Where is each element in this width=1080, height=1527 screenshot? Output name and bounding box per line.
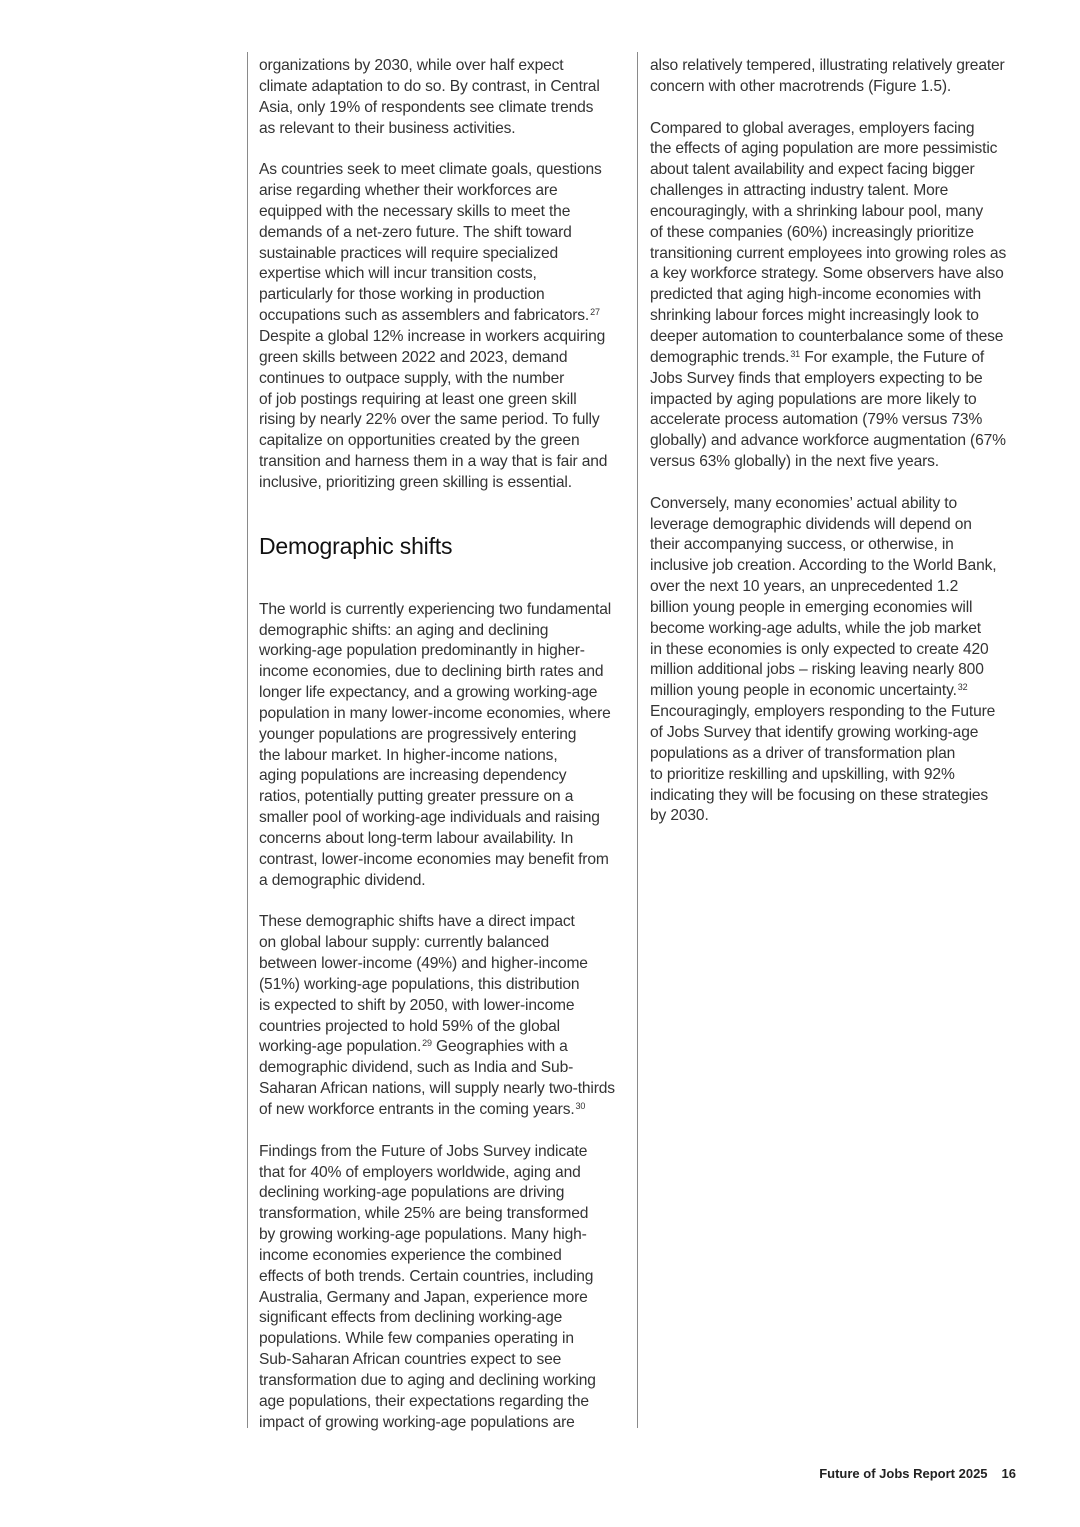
- paragraph-demographic-dividends: [650, 494, 1020, 828]
- text-line: deeper automation to counterbalance some of these: [650, 327, 1004, 345]
- text-line: Jobs Survey finds that employers expecting to be: [650, 369, 983, 387]
- text-line: predicted that aging high-income economies with: [650, 286, 982, 304]
- text-line: [259, 1100, 631, 1121]
- text-line: organizations by 2030, while over half expect: [259, 57, 564, 74]
- text-line: expertise which will incur transition costs,: [259, 265, 537, 283]
- text-line: Compared to global averages, employers facing: [650, 119, 975, 137]
- text-line: effects of both trends. Certain countries, including: [259, 1267, 594, 1285]
- text-line: become working-age adults, while the job market: [650, 619, 981, 637]
- paragraph-two-shifts: [259, 600, 631, 892]
- text-line: concerns about long-term labour availability. In: [259, 830, 574, 847]
- text-line: impact of growing working-age populations are: [259, 1413, 575, 1431]
- text-line: particularly for those working in production: [259, 286, 545, 304]
- footnote-ref-30[interactable]: 30: [575, 1100, 586, 1111]
- text-line: versus 63% globally) in the next five years.: [650, 453, 939, 471]
- text-line: [650, 681, 1020, 702]
- text-line: The world is currently experiencing two fundamental: [259, 600, 612, 618]
- text-line: These demographic shifts have a direct impact: [259, 913, 575, 931]
- text-fragment: demographic trends.: [650, 348, 790, 366]
- text-line: As countries seek to meet climate goals, questions: [259, 161, 602, 179]
- footnote-ref-27[interactable]: 27: [590, 307, 600, 318]
- text-line: challenges in attracting industry talent. More: [650, 182, 949, 200]
- text-line: countries projected to hold 59% of the global: [259, 1017, 560, 1035]
- text-line: demands of a net-zero future. The shift toward: [259, 223, 572, 241]
- paragraph-labour-supply: [259, 912, 631, 1120]
- text-fragment: million young people in economic uncertainty.: [650, 682, 957, 700]
- text-fragment: occupations such as assemblers and fabricators.: [259, 307, 590, 325]
- text-line: that for 40% of employers worldwide, aging and: [259, 1163, 581, 1181]
- text-line: on global labour supply: currently balanced: [259, 934, 550, 952]
- text-line: also relatively tempered, illustrating relatively greater: [650, 57, 1005, 74]
- text-line: over the next 10 years, an unprecedented 1.2: [650, 578, 959, 596]
- text-line: of job postings requiring at least one green skill: [259, 390, 577, 408]
- text-line: by growing working-age populations. Many high-: [259, 1226, 587, 1244]
- text-line: transformation, while 25% are being transformed: [259, 1205, 589, 1223]
- text-line: shrinking labour forces might increasingly look to: [650, 307, 979, 325]
- text-fragment: For example, the Future of: [800, 348, 985, 366]
- paragraph-survey-findings: [259, 1142, 631, 1434]
- text-line: Despite a global 12% increase in workers acquiring: [259, 327, 606, 345]
- page-number: 16: [1001, 1466, 1016, 1481]
- text-line: Sub-Saharan African countries expect to see: [259, 1351, 562, 1369]
- text-line: a key workforce strategy. Some observers have also: [650, 265, 1004, 283]
- paragraph-tempered-expectations: [650, 56, 1020, 98]
- text-line: [650, 348, 1020, 369]
- text-line: climate adaptation to do so. By contrast, in Central: [259, 77, 600, 95]
- page-footer: [819, 1465, 1016, 1483]
- text-line: longer life expectancy, and a growing working-age: [259, 684, 598, 702]
- text-line: arise regarding whether their workforces are: [259, 182, 558, 200]
- text-line: [259, 306, 631, 327]
- text-line: [259, 1037, 631, 1058]
- text-line: Asia, only 19% of respondents see climate trends: [259, 98, 594, 116]
- text-line: (51%) working-age populations, this distribution: [259, 975, 580, 993]
- text-line: populations as a driver of transformation plan: [650, 744, 956, 762]
- right-text-column: [650, 56, 1020, 848]
- text-line: population in many lower-income economies, where: [259, 704, 611, 722]
- text-line: transition and harness them in a way that is fair and: [259, 453, 608, 471]
- text-line: the effects of aging population are more pessimistic: [650, 140, 998, 158]
- text-line: demographic shifts: an aging and declining: [259, 621, 549, 639]
- middle-column-rule: [637, 52, 638, 1428]
- text-line: transformation due to aging and declining working: [259, 1371, 596, 1389]
- text-line: indicating they will be focusing on these strategies: [650, 786, 989, 804]
- text-line: Conversely, many economies’ actual ability to: [650, 494, 957, 512]
- text-line: aging populations are increasing dependency: [259, 767, 567, 785]
- text-line: concern with other macrotrends (Figure 1.5).: [650, 77, 952, 95]
- text-line: a demographic dividend.: [259, 871, 426, 889]
- text-line: as relevant to their business activities.: [259, 119, 516, 137]
- text-line: green skills between 2022 and 2023, demand: [259, 348, 568, 366]
- footnote-ref-31[interactable]: 31: [790, 348, 801, 359]
- text-fragment: working-age population.: [259, 1038, 422, 1056]
- text-line: between lower-income (49%) and higher-income: [259, 955, 588, 973]
- text-line: contrast, lower-income economies may benefit from: [259, 850, 609, 868]
- text-line: Findings from the Future of Jobs Survey indicate: [259, 1142, 588, 1160]
- text-line: globally) and advance workforce augmentation (67%: [650, 432, 1006, 450]
- left-text-column: [259, 56, 631, 1454]
- text-line: ratios, potentially putting greater pressure on a: [259, 788, 574, 806]
- text-line: declining working-age populations are driving: [259, 1184, 565, 1202]
- text-line: of these companies (60%) increasingly prioritize: [650, 223, 974, 241]
- text-line: Australia, Germany and Japan, experience more: [259, 1288, 588, 1306]
- footnote-ref-32[interactable]: 32: [957, 682, 968, 693]
- text-line: younger populations are progressively entering: [259, 725, 577, 743]
- text-line: rising by nearly 22% over the same period. To fully: [259, 411, 600, 429]
- text-line: transitioning current employees into growing roles as: [650, 244, 1007, 262]
- text-line: leverage demographic dividends will depend on: [650, 515, 972, 533]
- text-line: age populations, their expectations regarding the: [259, 1392, 589, 1410]
- text-line: demographic dividend, such as India and Sub-: [259, 1059, 574, 1077]
- text-line: continues to outpace supply, with the number: [259, 369, 565, 387]
- text-line: equipped with the necessary skills to meet the: [259, 202, 571, 220]
- text-fragment: Geographies with a: [431, 1038, 568, 1056]
- text-line: million additional jobs – risking leaving nearly 800: [650, 661, 984, 679]
- text-fragment: of new workforce entrants in the coming years.: [259, 1100, 575, 1118]
- text-line: working-age population predominantly in higher-: [259, 642, 585, 660]
- left-column-rule: [247, 52, 248, 1428]
- text-line: impacted by aging populations are more likely to: [650, 390, 977, 408]
- text-line: by 2030.: [650, 807, 709, 825]
- text-line: the labour market. In higher-income nations,: [259, 746, 558, 764]
- text-line: is expected to shift by 2050, with lower-income: [259, 996, 575, 1014]
- text-line: to prioritize reskilling and upskilling, with 92%: [650, 765, 955, 783]
- paragraph-climate-goals: [259, 160, 631, 494]
- text-line: billion young people in emerging economies will: [650, 598, 973, 616]
- text-line: inclusive job creation. According to the World Bank,: [650, 557, 997, 575]
- text-line: income economies, due to declining birth rates and: [259, 663, 604, 681]
- footnote-ref-29[interactable]: 29: [422, 1038, 432, 1049]
- text-line: inclusive, prioritizing green skilling is essential.: [259, 473, 572, 491]
- text-line: their accompanying success, or otherwise, in: [650, 536, 954, 554]
- text-line: about talent availability and expect facing bigger: [650, 161, 975, 179]
- section-heading: Demographic shifts: [259, 532, 453, 559]
- text-line: Saharan African nations, will supply nearly two-thirds: [259, 1080, 615, 1098]
- text-line: in these economies is only expected to create 420: [650, 640, 989, 658]
- text-line: Encouragingly, employers responding to the Future: [650, 703, 996, 721]
- text-line: income economies experience the combined: [259, 1246, 562, 1264]
- text-line: encouragingly, with a shrinking labour pool, many: [650, 202, 984, 220]
- text-line: accelerate process automation (79% versus 73%: [650, 411, 983, 429]
- text-line: sustainable practices will require specialized: [259, 244, 559, 262]
- text-line: capitalize on opportunities created by the green: [259, 432, 580, 450]
- text-line: populations. While few companies operating in: [259, 1330, 574, 1348]
- text-line: of Jobs Survey that identify growing working-age: [650, 724, 979, 741]
- text-line: smaller pool of working-age individuals and raising: [259, 809, 600, 827]
- paragraph-climate-adaptation: [259, 56, 631, 139]
- report-title: Future of Jobs Report 2025: [819, 1466, 988, 1481]
- paragraph-aging-population: [650, 119, 1020, 473]
- text-line: significant effects from declining working-age: [259, 1309, 563, 1327]
